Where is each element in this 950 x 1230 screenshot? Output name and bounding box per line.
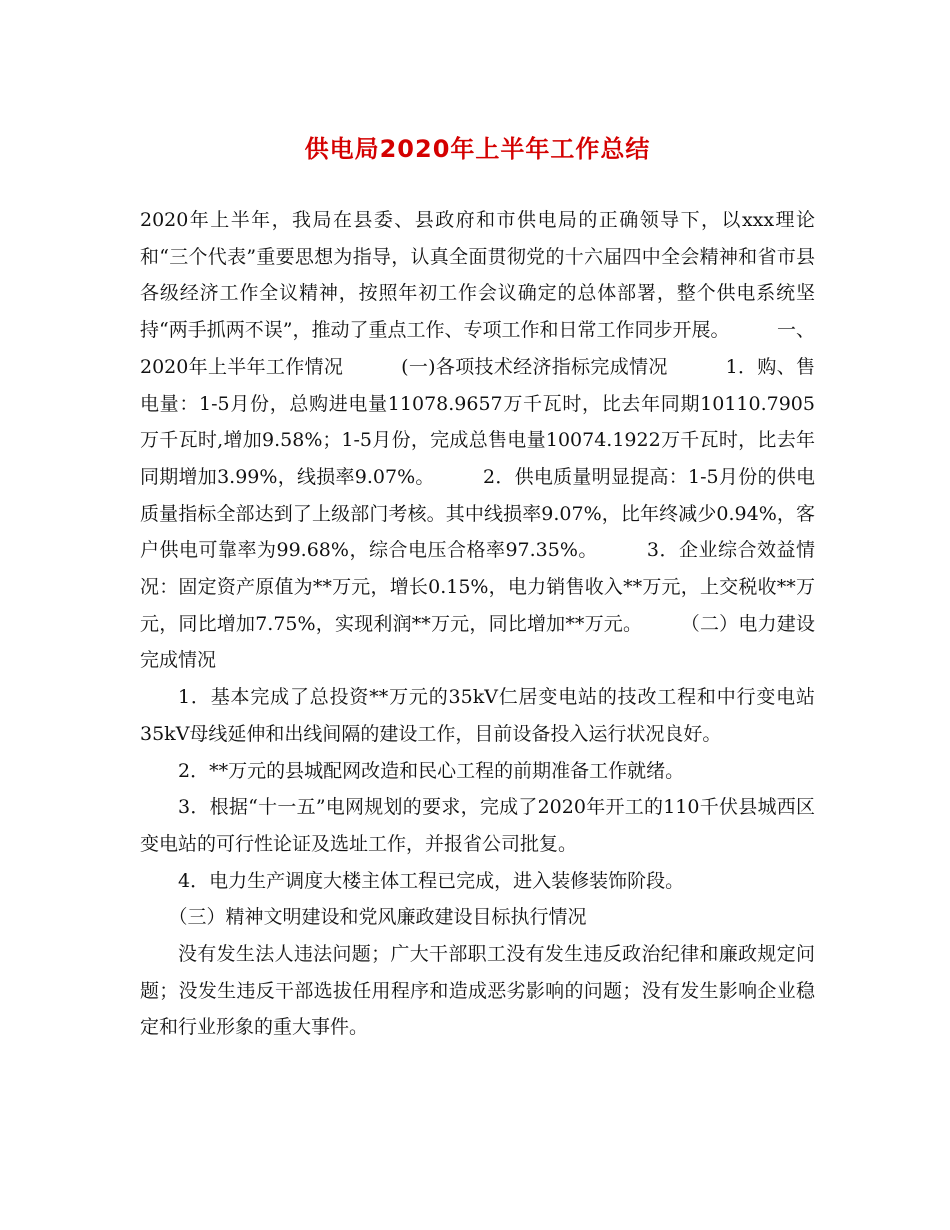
paragraph-item-4: 4．电力生产调度大楼主体工程已完成，进入装修装饰阶段。 [178,869,685,892]
paragraph-item-1: 1．基本完成了总投资**万元的35kV仁居变电站的技改工程和中行变电站35kV母线延伸和出线间隔的建设工作，目前设备投入运行状况良好。 [140,686,815,745]
paragraph-item-3: 3．根据“十一五”电网规划的要求，完成了2020年开工的110千伏县城西区变电站的可行性论证及选址工作，并报省公司批复。 [140,796,815,855]
paragraph-conclusion: 没有发生法人违法问题；广大干部职工没有发生违反政治纪律和廉政规定问题；没发生违反干部选拔任用程序和造成恶劣影响的问题；没有发生影响企业稳定和行业形象的重大事件。 [140,943,815,1039]
section-heading-3: （三）精神文明建设和党风廉政建设目标执行情况 [168,906,587,929]
document-body [140,202,815,1046]
paragraph-item-2: 2．**万元的县城配网改造和民心工程的前期准备工作就绪。 [178,759,685,782]
document-title: 供电局2020年上半年工作总结 [304,135,651,163]
paragraph-intro: 2020年上半年，我局在县委、县政府和市供电局的正确领导下，以xxx理论和“三个代表”重要思想为指导，认真全面贯彻党的十六届四中全会精神和省市县各级经济工作全议精神，按照年初工作会议确定的总体部署，整个供电系统坚持“两手抓两不误”，推动了重点工作、专项工作和日常工作同步开展。 一、2020年上半年工作情况 (一)各项技术经济指标完成情况 1．购、售电量：1-5月份，总购进电量11078.9657万千瓦时，比去年同期10110.7905万千瓦时,增加9.58%；1-5月份，完成总售电量10074.1922万千瓦时，比去年同期增加3.99%，线损率9.07%。 2．供电质量明显提高：1-5月份的供电质量指标全部达到了上级部门考核。其中线损率9.07%，比年终减少0.94%，客户供电可靠率为99.68%，综合电压合格率97.35%。 3．企业综合效益情况：固定资产原值为**万元，增长0.15%，电力销售收入**万元，上交税收**万元，同比增加7.75%，实现利润**万元，同比增加**万元。 （二）电力建设完成情况 [140,209,815,672]
